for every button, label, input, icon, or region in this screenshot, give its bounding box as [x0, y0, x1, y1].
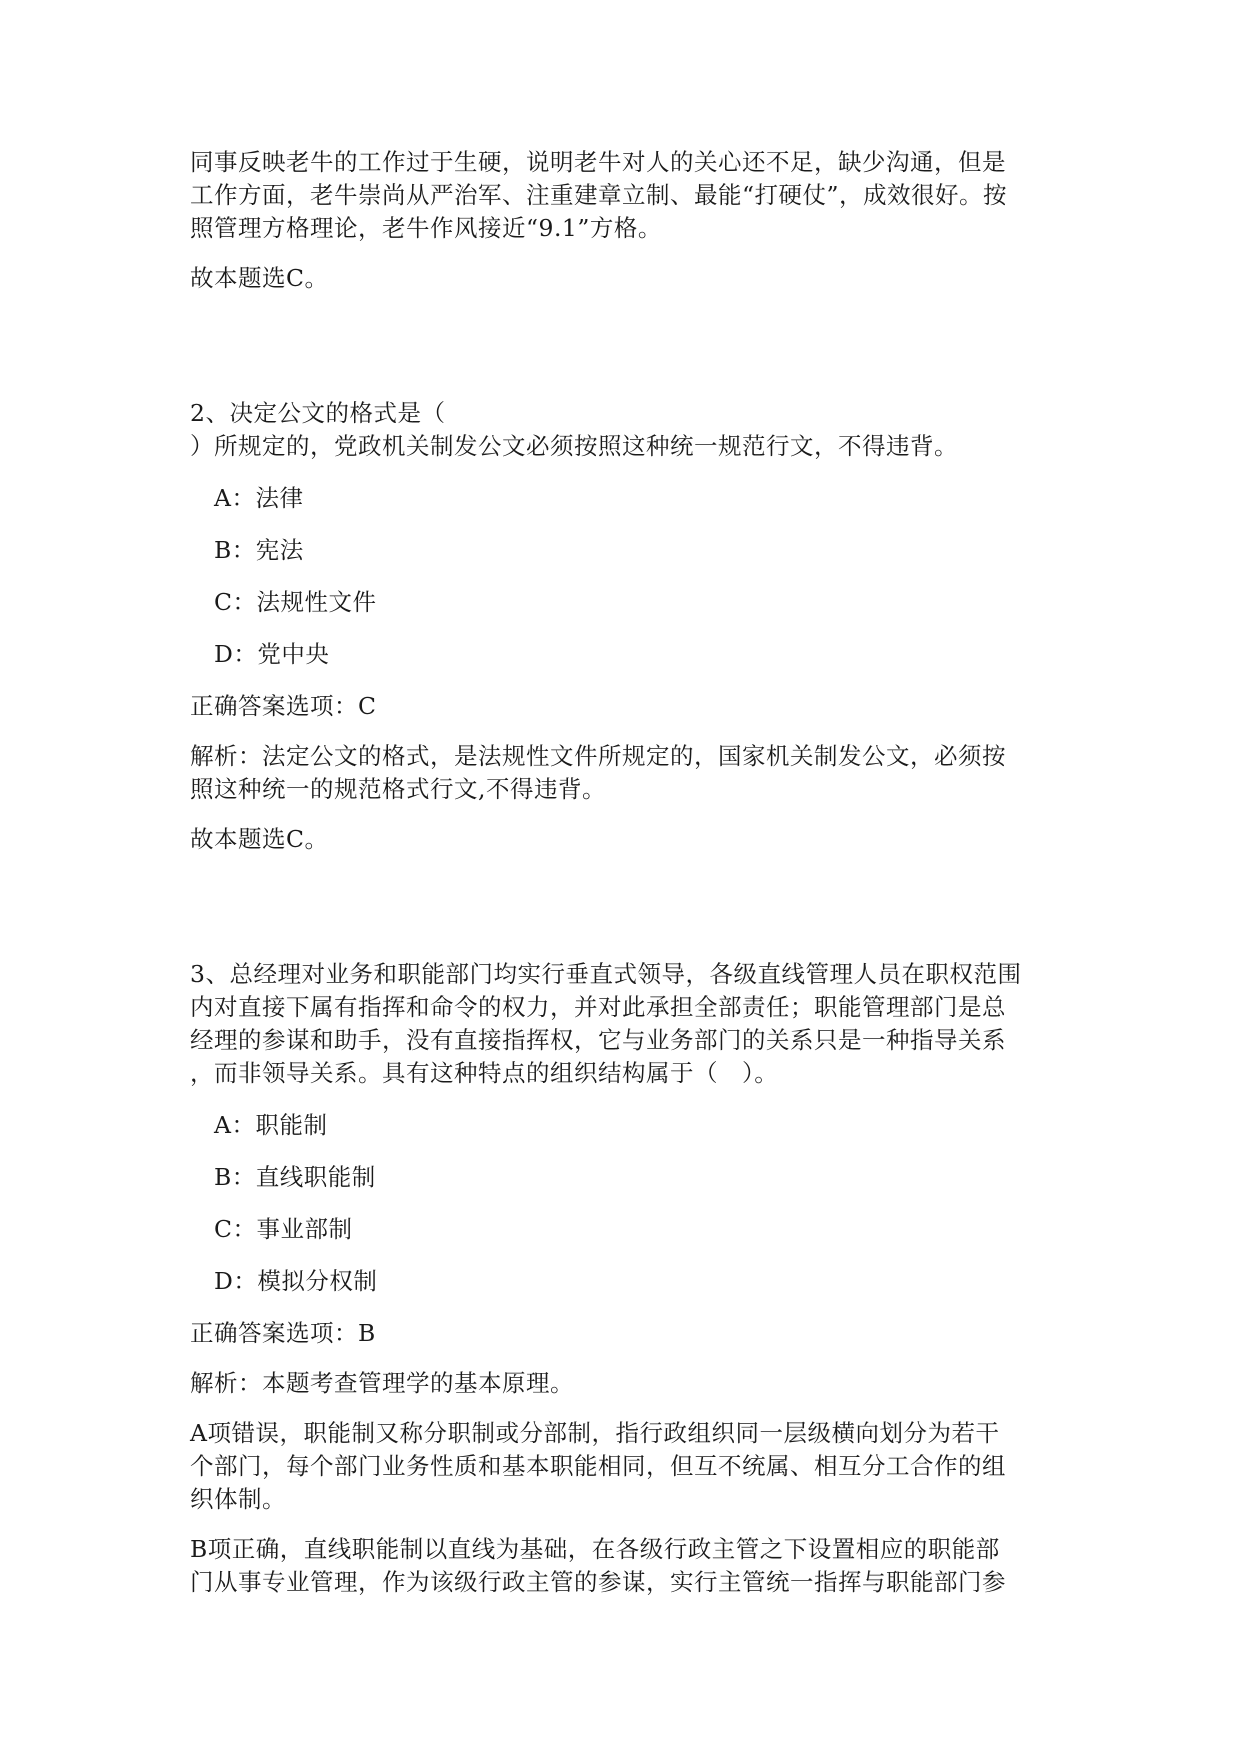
question-stem-line: 3、总经理对业务和职能部门均实行垂直式领导，各级直线管理人员在职权范围	[190, 960, 1022, 988]
document-page	[190, 146, 1050, 1599]
conclusion-text: 故本题选C。	[190, 825, 329, 853]
question-stem-line: 经理的参谋和助手，没有直接指挥权，它与业务部门的关系只是一种指导关系	[190, 1026, 1006, 1054]
option-key: B：	[214, 1163, 256, 1191]
option-text: 事业部制	[256, 1215, 353, 1243]
option-key: C：	[214, 1215, 257, 1243]
item-a-line: 织体制。	[190, 1485, 286, 1513]
question-stem-line: 内对直接下属有指挥和命令的权力，并对此承担全部责任；职能管理部门是总	[190, 993, 1006, 1021]
option-a	[214, 1109, 1050, 1142]
question-stem-line: 2、决定公文的格式是（	[190, 399, 446, 427]
option-text: 宪法	[255, 536, 304, 564]
option-c	[214, 1213, 1050, 1246]
option-text: 法规性文件	[256, 588, 377, 616]
analysis-text-line: 照管理方格理论，老牛作风接近“9.1”方格。	[190, 214, 662, 242]
option-text: 直线职能制	[255, 1163, 376, 1191]
question-stem-line: ，而非领导关系。具有这种特点的组织结构属于（ ）。	[190, 1059, 779, 1087]
option-d	[214, 638, 1050, 671]
analysis-text-line: 照这种统一的规范格式行文,不得违背。	[190, 775, 606, 803]
option-key: D：	[214, 1267, 258, 1295]
analysis-text: 解析：本题考查管理学的基本原理。	[190, 1369, 574, 1397]
option-c	[214, 586, 1050, 619]
correct-answer: 正确答案选项：C	[190, 692, 377, 720]
item-a-line: 个部门，每个部门业务性质和基本职能相同，但互不统属、相互分工合作的组	[190, 1452, 1006, 1480]
option-key: D：	[214, 640, 258, 668]
analysis-text-line: 解析：法定公文的格式，是法规性文件所规定的，国家机关制发公文，必须按	[190, 742, 1006, 770]
item-b-line: 门从事专业管理，作为该级行政主管的参谋，实行主管统一指挥与职能部门参	[190, 1568, 1006, 1596]
option-key: A：	[214, 484, 256, 512]
analysis-text-line: 同事反映老牛的工作过于生硬，说明老牛对人的关心还不足，缺少沟通，但是	[190, 148, 1006, 176]
option-key: C：	[214, 588, 257, 616]
option-text: 法律	[255, 484, 304, 512]
option-a	[214, 482, 1050, 515]
option-key: B：	[214, 536, 256, 564]
option-text: 职能制	[255, 1111, 328, 1139]
option-text: 党中央	[257, 640, 330, 668]
conclusion-text: 故本题选C。	[190, 264, 329, 292]
option-b	[214, 534, 1050, 567]
option-text: 模拟分权制	[257, 1267, 378, 1295]
question-stem-line: ）所规定的，党政机关制发公文必须按照这种统一规范行文，不得违背。	[190, 432, 958, 460]
question-3	[190, 958, 1050, 1599]
option-key: A：	[214, 1111, 256, 1139]
item-b-line: B项正确，直线职能制以直线为基础，在各级行政主管之下设置相应的职能部	[190, 1535, 1000, 1563]
correct-answer: 正确答案选项：B	[190, 1319, 376, 1347]
question-2	[190, 397, 1050, 856]
analysis-text-line: 工作方面，老牛崇尚从严治军、注重建章立制、最能“打硬仗”，成效很好。按	[190, 181, 1008, 209]
option-d	[214, 1265, 1050, 1298]
item-a-line: A项错误，职能制又称分职制或分部制，指行政组织同一层级横向划分为若干	[190, 1419, 1000, 1447]
previous-analysis	[190, 146, 1050, 245]
option-b	[214, 1161, 1050, 1194]
